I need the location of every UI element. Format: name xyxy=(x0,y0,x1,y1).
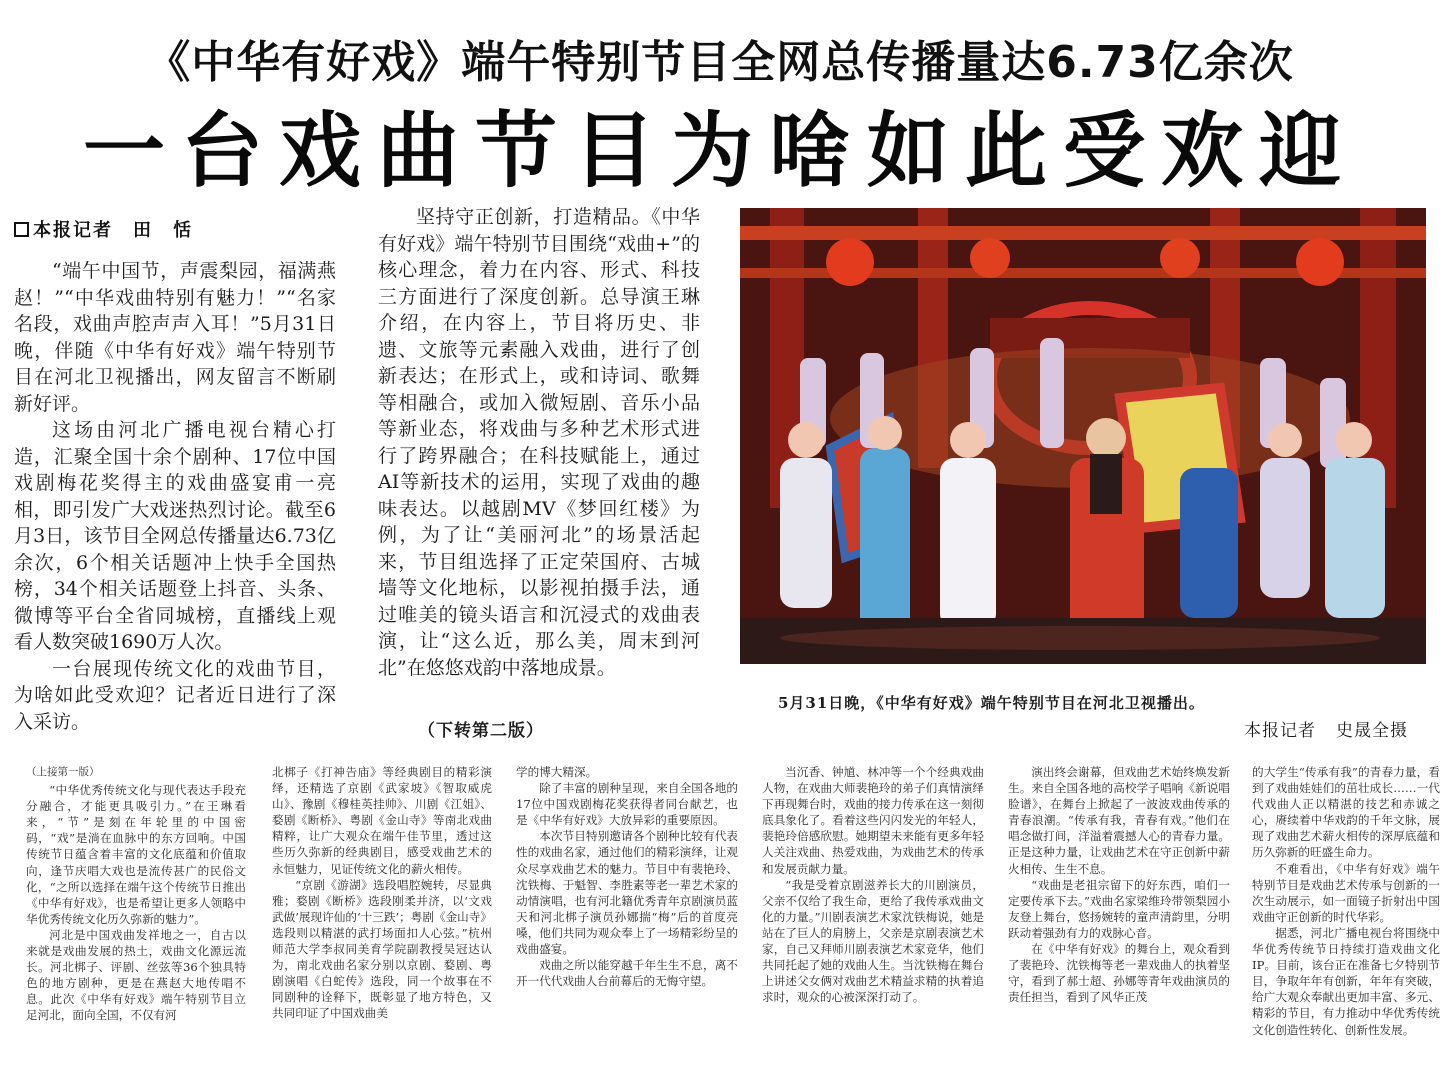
lower-column-6 xyxy=(1252,764,1440,1038)
lower-column-1 xyxy=(26,764,246,1024)
paragraph: “我是受着京剧滋养长大的川剧演员，父亲不仅给了我生命，更给了我传承戏曲文化的力量。”川剧表演艺术家沈铁梅说，她是站在了巨人的肩膀上，父亲是京剧表演艺术家，自己又拜师川剧表演艺术家竞华，他们共同托起了她的戏曲人生。当沈铁梅在舞台上讲述父女俩对戏曲艺术精益求精的执着追求时，观众的心被深深打动了。 xyxy=(762,877,984,1005)
byline-box-icon xyxy=(14,222,29,237)
paragraph: 这场由河北广播电视台精心打造，汇聚全国十余个剧种、17位中国戏剧梅花奖得主的戏曲盛宴甫一亮相，即引发广大戏迷热烈讨论。截至6月3日，该节目全网总传播量达6.73亿余次，6个相关话题冲上快手全国热榜，34个相关话题登上抖音、头条、微博等平台全省同城榜，直播线上观看人数突破1690万人次。 xyxy=(14,419,336,653)
paragraph: 学的博大精深。 xyxy=(516,765,598,779)
paragraph: 的大学生“传承有我”的青春力量，看到了戏曲娃娃们的茁壮成长……一代代戏曲人正以精湛的技艺和赤诚之心，赓续着中华戏韵的千年文脉，展现了戏曲艺术薪火相传的深厚底蕴和历久弥新的旺盛生命力。 xyxy=(1252,765,1440,860)
paragraph: “戏曲是老祖宗留下的好东西，咱们一定要传承下去。”戏曲名家梁维玲带领梨园小友登上舞台，悠扬婉转的童声清韵里，分明跃动着强劲有力的戏脉心音。 xyxy=(1008,877,1230,940)
paragraph: 本次节目特别邀请各个剧种比较有代表性的戏曲名家，通过他们的精彩演绎，让观众尽享戏曲艺术的魅力。节目中有裴艳玲、沈铁梅、于魁智、李胜素等老一辈艺术家的动情演唱，也有河北籍优秀青年京剧演员蓝天和河北梆子演员孙娜揣“梅”后的首度亮嗓，他们共同为观众奉上了一场精彩纷呈的戏曲盛宴。 xyxy=(516,829,738,957)
paragraph: 河北是中国戏曲发祥地之一，自古以来就是戏曲发展的热土，戏曲文化源远流长。河北梆子、评剧、丝弦等36个独具特色的地方剧种，更是在燕赵大地传唱不息。此次《中华有好戏》端午特别节目立足河北，面向全国，不仅有河 xyxy=(26,927,246,1023)
credit-name: 史晟全摄 xyxy=(1336,721,1408,741)
paragraph: “京剧《游湖》选段唱腔婉转，尽显典雅；婺剧《断桥》选段刚柔并济，以‘文戏武做’展现许仙的‘十三跌’；粤剧《金山寺》选段则以精湛的武打场面扣人心弦。”杭州师范大学李叔同美育学院副教授吴冠达认为，南北戏曲名家分别以京剧、婺剧、粤剧演唱《白蛇传》选段，同一个故事在不同剧种的诠释下，既彰显了地方特色，又共同印证了中国戏曲美 xyxy=(272,877,492,1021)
continued-note: （下转第二版） xyxy=(418,721,544,741)
paragraph: 除了丰富的剧种呈现，来自全国各地的17位中国戏剧梅花奖获得者同台献艺，也是《中华有好戏》大放异彩的重要原因。 xyxy=(516,781,738,828)
photo-credit xyxy=(1244,716,1408,741)
lower-column-5 xyxy=(1008,764,1230,1005)
opera-stage-illustration xyxy=(740,208,1426,664)
paragraph: 北梆子《打神告庙》等经典剧目的精彩演绎，还精选了京剧《武家坡》《智取威虎山》、豫剧《穆桂英挂帅》、川剧《江姐》、婺剧《断桥》、粤剧《金山寺》等南北戏曲精粹，让广大观众在端午佳节里，透过这些历久弥新的经典剧目，感受戏曲艺术的永恒魅力，见证传统文化的薪火相传。 xyxy=(272,765,492,876)
continued-from-note: （上接第一版） xyxy=(26,766,100,778)
byline-text: 本报记者 田 恬 xyxy=(33,220,193,241)
stage-photo xyxy=(740,208,1426,664)
lower-column-3 xyxy=(516,764,738,989)
paragraph: “端午中国节，声震梨园，福满燕赵！”“中华戏曲特别有魅力！”“名家名段，戏曲声腔声声入耳！”5月31日晚，伴随《中华有好戏》端午特别节目在河北卫视播出，网友留言不断刷新好评。 xyxy=(14,260,336,415)
paragraph: 演出终会谢幕，但戏曲艺术始终焕发新生。来自全国各地的高校学子唱响《新说唱脸谱》，在舞台上掀起了一波波戏曲传承的青春浪潮。“传承有我，青春有戏。”他们在唱念做打间，洋溢着震撼人心的青春力量。正是这种力量，让戏曲艺术在守正创新中薪火相传、生生不息。 xyxy=(1008,765,1230,876)
credit-label: 本报记者 xyxy=(1244,721,1316,741)
paragraph: 在《中华有好戏》的舞台上，观众看到了裴艳玲、沈铁梅等老一辈戏曲人的执着坚守，看到了郝士超、孙娜等青年戏曲演员的责任担当，看到了风华正茂 xyxy=(1008,942,1230,1005)
article-kicker: 《中华有好戏》端午特别节目全网总传播量达6.73亿余次 xyxy=(146,37,1294,88)
paragraph: 坚持守正创新，打造精品。《中华有好戏》端午特别节目围绕“戏曲+”的核心理念，着力在内容、形式、科技三方面进行了深度创新。总导演王琳介绍，在内容上，节目将历史、非遗、文旅等元素融入戏曲，进行了创新表达；在形式上，或和诗词、歌舞等相融合，或加入微短剧、音乐小品等新业态，将戏曲与多种艺术形式进行了跨界融合；在科技赋能上，通过AI等新技术的运用，实现了戏曲的趣味表达。以越剧MV《梦回红楼》为例，为了让“美丽河北”的场景活起来，节目组选择了正定荣国府、古城墙等文化地标，以影视拍摄手法，通过唯美的镜头语言和沉浸式的戏曲表演，让“这么近，那么美，周末到河北”在悠悠戏韵中落地成景。 xyxy=(378,206,700,679)
paragraph: 戏曲之所以能穿越千年生生不息，离不开一代代戏曲人台前幕后的无悔守望。 xyxy=(516,958,738,989)
article-column-2 xyxy=(378,204,700,681)
article-headline: 一台戏曲节目为啥如此受欢迎 xyxy=(82,103,1357,199)
lower-column-4 xyxy=(762,764,984,1005)
paragraph: 当沉香、钟馗、林冲等一个个经典戏曲人物，在戏曲大师裴艳玲的弟子们真情演绎下再现舞台时，戏曲的接力传承在这一刻彻底具象化了。看着这些闪闪发光的年轻人，裴艳玲倍感欣慰。她期望未来能有更多年轻人关注戏曲、热爱戏曲，为戏曲艺术的传承和发展贡献力量。 xyxy=(762,765,984,876)
article-column-1 xyxy=(14,258,336,735)
paragraph: 据悉，河北广播电视台将围绕中华优秀传统节日持续打造戏曲文化IP。目前，该台正在准备七夕特别节目，争取年年有创新，年年有突破，给广大观众奉献出更加丰富、多元、精彩的节目，有力推动中华优秀传统文化创造性转化、创新性发展。 xyxy=(1252,925,1440,1037)
byline xyxy=(14,216,193,242)
paragraph: 一台展现传统文化的戏曲节目，为啥如此受欢迎？记者近日进行了深入采访。 xyxy=(14,657,336,733)
paragraph: “中华优秀传统文化与现代表达手段充分融合，才能更具吸引力。”在王琳看来，“节”是刻在年轮里的中国密码，“戏”是淌在血脉中的东方回响。中国传统节日蕴含着丰富的文化底蕴和价值取向，逢节庆唱大戏也是流传甚广的民俗文化，“之所以选择在端午这个传统节日推出《中华有好戏》，也是希望让更多人领略中华优秀传统文化历久弥新的魅力”。 xyxy=(26,783,246,926)
photo-caption: 5月31日晚，《中华有好戏》端午特别节目在河北卫视播出。 xyxy=(778,694,1205,712)
paragraph: 不难看出，《中华有好戏》端午特别节目是戏曲艺术传承与创新的一次生动展示，如一面镜子折射出中国戏曲守正创新的时代华彩。 xyxy=(1252,861,1440,924)
lower-column-2 xyxy=(272,764,492,1022)
